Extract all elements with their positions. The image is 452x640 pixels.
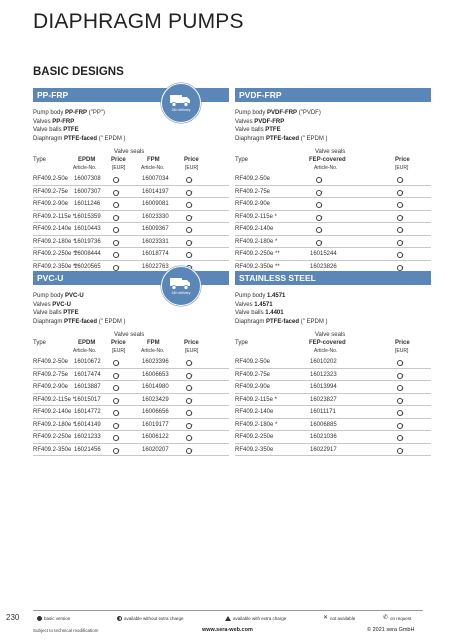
col-fpm: FPM	[147, 157, 160, 163]
spec-list	[235, 109, 431, 143]
col-price-1: Price	[111, 157, 126, 163]
table-row	[235, 381, 431, 394]
type-cell: RF409.2-90e	[235, 201, 271, 207]
on-request-icon	[397, 202, 403, 208]
article-no: 16011171	[310, 409, 336, 415]
col-epdm: EPDM	[78, 340, 96, 346]
on-request-icon	[186, 177, 192, 183]
table-row	[33, 381, 229, 394]
type-cell: RF409.2-180e *	[235, 421, 278, 428]
article-no-2: 16023330	[142, 213, 169, 220]
article-no: 16012323	[310, 371, 337, 378]
table-row	[235, 369, 431, 382]
table-header: Valve seals Type EPDM Article-No. Price [EUR] FPM Article-No. Price [EUR]	[33, 149, 199, 171]
triangle-icon	[225, 616, 231, 621]
on-request-icon	[113, 227, 119, 233]
badge-text: 24h delivery	[171, 108, 191, 112]
article-no: 16023826	[310, 263, 337, 270]
col-type: Type	[33, 157, 47, 163]
table-row	[235, 431, 431, 444]
type-cell: RF409.2-180e *	[235, 238, 278, 245]
table-row	[235, 444, 431, 457]
type-cell: RF409.2-140e	[235, 409, 274, 415]
spec-line: Diaphragm PTFE-faced (" EPDM )	[235, 318, 328, 325]
on-request-icon	[113, 252, 119, 258]
on-request-icon	[397, 398, 403, 404]
article-no-2: 16022763	[142, 263, 169, 270]
col-price: Price	[395, 340, 410, 346]
article-no-2: 16023429	[142, 396, 169, 403]
on-request-icon	[186, 252, 192, 258]
type-cell: RF409.2-90e	[235, 384, 271, 390]
on-request-icon	[397, 360, 403, 366]
table-row	[235, 356, 431, 369]
on-request-icon	[113, 423, 119, 429]
table-row	[235, 419, 431, 432]
article-no-1: 16014149	[74, 421, 101, 428]
on-request-icon	[397, 448, 403, 454]
on-request-icon	[397, 410, 403, 416]
on-request-icon	[397, 435, 403, 441]
type-cell: RF409.2-50e	[235, 359, 271, 365]
on-request-icon	[316, 190, 322, 196]
type-cell: RF409.2-50e	[33, 359, 69, 365]
half-circle-icon	[117, 616, 122, 621]
filled-circle-icon	[37, 616, 42, 621]
spec-line: Diaphragm PTFE-faced (" EPDM )	[235, 135, 328, 142]
table-row	[235, 248, 431, 261]
article-no-2: 16009081	[142, 201, 169, 207]
valve-seals-label: Valve seals	[114, 332, 145, 338]
on-request-icon	[113, 265, 119, 271]
on-request-icon	[186, 240, 192, 246]
on-request-icon	[397, 227, 403, 233]
section-header: PP-FRP	[33, 88, 229, 102]
on-request-icon	[397, 252, 403, 258]
spec-list	[33, 109, 229, 143]
article-no-2: 16018774	[142, 251, 169, 257]
page-footer	[0, 605, 452, 640]
table-row	[33, 369, 229, 382]
on-request-icon	[113, 190, 119, 196]
article-no: 16010202	[310, 359, 337, 365]
article-no-1: 16010672	[74, 359, 101, 365]
type-cell: RF409.2-350e **	[235, 263, 280, 270]
on-request-icon	[397, 385, 403, 391]
section-header: PVC-U	[33, 271, 229, 285]
article-no-1: 16021233	[74, 434, 101, 440]
type-cell: RF409.2-140e	[33, 226, 72, 232]
on-request-icon	[113, 240, 119, 246]
on-request-icon	[113, 360, 119, 366]
type-cell: RF409.2-50e	[235, 176, 271, 182]
spec-line: Pump body PVDF-FRP ("PVDF)	[235, 110, 321, 116]
on-request-icon	[397, 177, 403, 183]
table-row	[33, 186, 229, 199]
type-cell: RF409.2-140e	[33, 409, 72, 415]
col-fep: FEP-covered	[309, 157, 346, 163]
on-request-icon	[397, 215, 403, 221]
table-row	[33, 431, 229, 444]
article-no-1: 16014772	[74, 409, 101, 415]
on-request-icon	[397, 373, 403, 379]
article-no: 16013994	[310, 384, 337, 390]
on-request-icon	[186, 410, 192, 416]
on-request-icon	[186, 215, 192, 221]
on-request-icon	[397, 190, 403, 196]
article-no-1: 16017474	[74, 371, 101, 378]
type-cell: RF409.2-75e	[33, 371, 69, 378]
section-header: STAINLESS STEEL	[235, 271, 431, 285]
page-number: 230	[6, 613, 20, 622]
table-header: Valve seals Type EPDM Article-No. Price [EUR] FPM Article-No. Price [EUR]	[33, 332, 199, 354]
type-cell: RF409.2-115e *	[33, 213, 75, 220]
on-request-icon	[186, 448, 192, 454]
col-epdm: EPDM	[78, 157, 96, 163]
type-cell: RF409.2-50e	[33, 176, 69, 182]
type-cell: RF409.2-75e	[235, 188, 271, 195]
spec-line: Valve balls PTFE	[235, 127, 281, 133]
spec-line: Valves PVDF-FRP	[235, 118, 285, 125]
table-row	[235, 186, 431, 199]
on-request-icon	[113, 202, 119, 208]
page-title: DIAPHRAGM PUMPS	[33, 10, 244, 33]
type-cell: RF409.2-250e **	[235, 251, 280, 257]
on-request-icon	[113, 385, 119, 391]
article-no-2: 16023331	[142, 238, 169, 245]
table-row	[33, 394, 229, 407]
on-request-icon	[186, 190, 192, 196]
table-row	[33, 406, 229, 419]
type-cell: RF409.2-75e	[33, 188, 69, 195]
on-request-icon	[186, 435, 192, 441]
article-no: 16022917	[310, 446, 337, 453]
section-stainless-steel	[235, 271, 431, 456]
article-no-1: 16011246	[74, 201, 101, 207]
article-no-2: 16023396	[142, 359, 169, 365]
spec-line: Pump body 1.4571	[235, 293, 286, 299]
type-cell: RF409.2-115e *	[33, 396, 75, 403]
badge-text: 24h delivery	[171, 291, 191, 295]
legend-item-basic: basic version	[37, 616, 70, 621]
on-request-icon	[186, 360, 192, 366]
footer-copyright: © 2021 sera GmbH	[367, 627, 415, 633]
col-price-2: Price	[184, 340, 199, 346]
on-request-icon	[186, 373, 192, 379]
table-row	[33, 236, 229, 249]
legend-item-free: available without extra charge	[117, 616, 184, 621]
article-no: 16023827	[310, 396, 337, 403]
truck-icon	[170, 94, 192, 107]
on-request-icon	[186, 385, 192, 391]
on-request-icon	[113, 435, 119, 441]
table-header: Valve seals Type FEP-covered Article-No. Price [EUR]	[235, 332, 410, 354]
col-price-2: Price	[184, 157, 199, 163]
table-row	[235, 211, 431, 224]
on-request-icon	[186, 423, 192, 429]
legend-item-request: ✆ on request	[383, 615, 412, 622]
delivery-badge	[161, 83, 201, 123]
type-cell: RF409.2-75e	[235, 371, 271, 378]
on-request-icon	[316, 240, 322, 246]
on-request-icon	[186, 227, 192, 233]
article-no: 16021036	[310, 434, 337, 440]
article-no-2: 16014197	[142, 188, 169, 195]
footer-website[interactable]: www.sera-web.com	[202, 627, 253, 633]
on-request-icon	[113, 448, 119, 454]
article-no-1: 16019736	[74, 238, 101, 245]
table-row	[235, 173, 431, 186]
col-type: Type	[235, 340, 249, 346]
spec-line: Valve balls 1.4401	[235, 310, 284, 316]
table-row	[33, 419, 229, 432]
col-fpm: FPM	[147, 340, 160, 346]
on-request-icon	[113, 373, 119, 379]
article-no-2: 16014980	[142, 384, 169, 390]
delivery-badge	[161, 266, 201, 306]
article-no-1: 16015017	[74, 396, 101, 403]
spec-line: Pump body PVC-U	[33, 293, 84, 299]
legend-item-extra: available with extra charge	[225, 616, 286, 621]
table-row	[33, 444, 229, 457]
table-row	[33, 173, 229, 186]
type-cell: RF409.2-140e	[235, 226, 274, 232]
article-no-2: 16009367	[142, 226, 169, 232]
on-request-icon	[316, 215, 322, 221]
spec-line: Diaphragm PTFE-faced (" EPDM )	[33, 318, 126, 325]
article-no-2: 16006656	[142, 409, 169, 415]
type-cell: RF409.2-115e *	[235, 396, 277, 403]
valve-seals-label: Valve seals	[315, 332, 346, 338]
spec-line: Valves PVC-U	[33, 301, 71, 308]
table-row	[33, 356, 229, 369]
spec-line: Valves PP-FRP	[33, 118, 75, 125]
legend	[33, 610, 423, 624]
article-no-1: 16021456	[74, 446, 101, 453]
article-no-2: 16006122	[142, 434, 169, 440]
on-request-icon	[397, 423, 403, 429]
spec-line: Valve balls PTFE	[33, 127, 79, 133]
article-no-1: 16020565	[74, 263, 101, 270]
table-row	[33, 223, 229, 236]
type-cell: RF409.2-180e *	[33, 238, 76, 245]
truck-icon	[170, 277, 192, 290]
on-request-icon	[186, 202, 192, 208]
col-price-1: Price	[111, 340, 126, 346]
table-row	[235, 394, 431, 407]
type-cell: RF409.2-250e	[235, 434, 274, 440]
section-pvdf-frp	[235, 88, 431, 273]
section-subtitle: BASIC DESIGNS	[33, 66, 124, 78]
table-row	[235, 223, 431, 236]
col-price: Price	[395, 157, 410, 163]
type-cell: RF409.2-180e *	[33, 421, 76, 428]
article-no-1: 16015359	[74, 213, 101, 220]
on-request-icon	[113, 410, 119, 416]
article-no-2: 16019177	[142, 421, 169, 428]
on-request-icon: ✆	[383, 615, 389, 622]
legend-item-na: ✕ not available	[323, 615, 356, 622]
footer-note: Subject to technical modification!	[33, 628, 99, 633]
type-cell: RF409.2-250e	[33, 434, 72, 440]
cross-icon: ✕	[323, 615, 329, 622]
type-cell: RF409.2-250e **	[33, 251, 78, 257]
col-fep: FEP-covered	[309, 340, 346, 346]
on-request-icon	[316, 227, 322, 233]
on-request-icon	[113, 215, 119, 221]
section-header: PVDF-FRP	[235, 88, 431, 102]
table-header: Valve seals Type FEP-covered Article-No. Price [EUR]	[235, 149, 410, 171]
on-request-icon	[316, 202, 322, 208]
article-no-1: 16010443	[74, 226, 101, 232]
type-cell: RF409.2-350e	[235, 446, 274, 453]
table-row	[33, 211, 229, 224]
article-no: 16015244	[310, 251, 337, 257]
table-row	[235, 198, 431, 211]
spec-list	[235, 292, 431, 326]
spec-list	[33, 292, 229, 326]
table-row	[235, 236, 431, 249]
on-request-icon	[316, 177, 322, 183]
article-no-2: 16020207	[142, 446, 169, 453]
on-request-icon	[113, 398, 119, 404]
col-type: Type	[235, 157, 249, 163]
article-no-1: 16007308	[74, 176, 101, 182]
article-no-1: 16007307	[74, 188, 101, 195]
valve-seals-label: Valve seals	[315, 149, 346, 155]
section-pp-frp	[33, 88, 229, 273]
article-no-2: 16006653	[142, 371, 169, 378]
type-cell: RF409.2-350e	[33, 446, 72, 453]
section-pvc-u	[33, 271, 229, 456]
on-request-icon	[113, 177, 119, 183]
valve-seals-label: Valve seals	[114, 149, 145, 155]
spec-line: Diaphragm PTFE-faced (" EPDM )	[33, 135, 126, 142]
type-cell: RF409.2-350e **	[33, 263, 78, 270]
spec-line: Pump body PP-FRP ("PP")	[33, 110, 105, 116]
table-row	[33, 248, 229, 261]
type-cell: RF409.2-115e *	[235, 213, 277, 220]
spec-line: Valve balls PTFE	[33, 310, 79, 316]
on-request-icon	[397, 240, 403, 246]
article-no: 16006885	[310, 421, 337, 428]
table-row	[235, 406, 431, 419]
type-cell: RF409.2-90e	[33, 201, 69, 207]
col-type: Type	[33, 340, 47, 346]
table-row	[33, 198, 229, 211]
on-request-icon	[186, 398, 192, 404]
type-cell: RF409.2-90e	[33, 384, 69, 390]
spec-line: Valves 1.4571	[235, 301, 273, 308]
on-request-icon	[397, 265, 403, 271]
article-no-1: 16008444	[74, 251, 101, 257]
article-no-2: 16007034	[142, 176, 169, 182]
article-no-1: 16013887	[74, 384, 101, 390]
